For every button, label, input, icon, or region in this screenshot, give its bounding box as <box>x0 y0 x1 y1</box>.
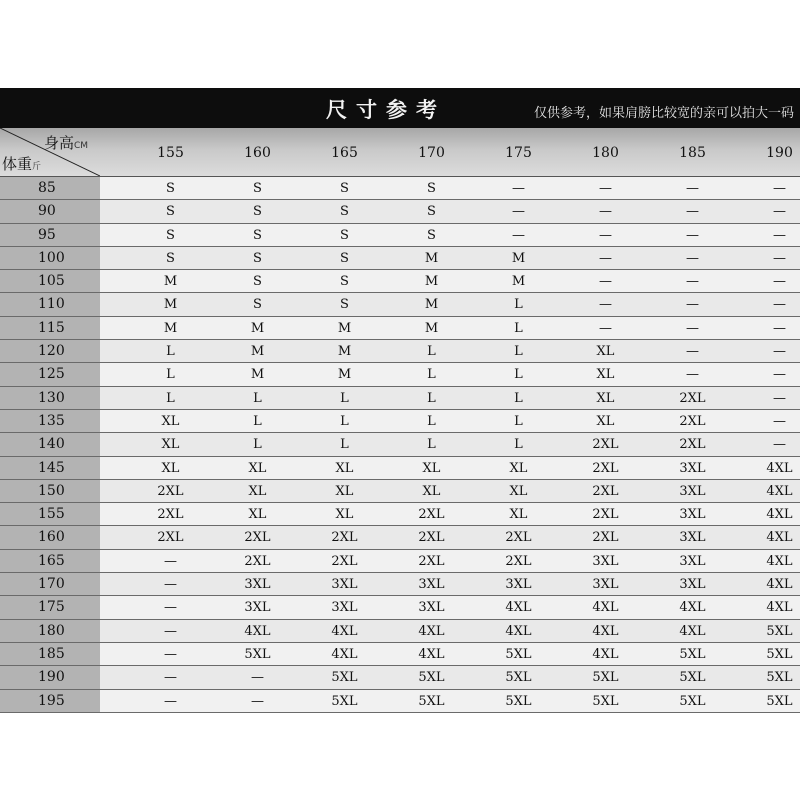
size-cell: XL <box>248 460 267 476</box>
size-cell: 3XL <box>592 577 619 593</box>
table-row <box>0 317 800 340</box>
size-cell: L <box>427 344 436 360</box>
size-cell: S <box>340 204 349 220</box>
size-cell: — <box>164 670 177 686</box>
size-cell: L <box>514 390 523 406</box>
size-cell: 4XL <box>505 623 532 639</box>
size-cell: 5XL <box>679 693 706 709</box>
weight-cell: 140 <box>0 433 100 455</box>
size-cell: 2XL <box>505 553 532 569</box>
size-cell: S <box>340 250 349 266</box>
height-col-header: 155 <box>157 145 184 161</box>
chart-title: 尺寸参考 <box>326 97 446 122</box>
size-cell: — <box>251 693 264 709</box>
size-cell: 5XL <box>766 646 793 662</box>
size-cell: 3XL <box>679 483 706 499</box>
size-cell: M <box>163 297 178 313</box>
size-cell: 4XL <box>679 600 706 616</box>
size-cell: 5XL <box>766 670 793 686</box>
weight-cell: 180 <box>0 620 100 642</box>
size-cell: 4XL <box>244 623 271 639</box>
size-cell: L <box>253 390 262 406</box>
height-col-header: 170 <box>418 145 445 161</box>
size-cell: — <box>773 344 786 360</box>
weight-cell: 155 <box>0 503 100 525</box>
size-cell: 3XL <box>679 530 706 546</box>
size-cell: — <box>599 320 612 336</box>
height-col-header: 175 <box>505 145 532 161</box>
size-cell: S <box>427 181 436 196</box>
size-cell: S <box>253 181 262 196</box>
size-cell: XL <box>509 507 528 523</box>
size-cell: L <box>427 413 436 429</box>
size-cell: XL <box>248 507 267 523</box>
size-cell: S <box>253 250 262 266</box>
size-cell: — <box>164 577 177 593</box>
size-cell: 2XL <box>157 530 184 546</box>
size-cell: — <box>686 297 699 313</box>
size-cell: L <box>514 367 523 383</box>
size-cell: — <box>599 204 612 220</box>
weight-cell: 95 <box>0 224 100 246</box>
size-cell: 5XL <box>679 670 706 686</box>
size-cell: — <box>773 227 786 243</box>
size-cell: XL <box>509 460 528 476</box>
size-cell: 5XL <box>766 693 793 709</box>
size-cell: 3XL <box>679 507 706 523</box>
size-cell: 5XL <box>679 646 706 662</box>
title-bar <box>0 88 800 128</box>
weight-cell: 105 <box>0 270 100 292</box>
weight-cell: 160 <box>0 526 100 548</box>
size-cell: — <box>773 274 786 290</box>
table-row <box>0 596 800 619</box>
size-cell: — <box>773 181 786 196</box>
size-cell: 3XL <box>592 553 619 569</box>
size-cell: 2XL <box>418 507 445 523</box>
table-row <box>0 387 800 410</box>
size-cell: — <box>686 250 699 266</box>
size-cell: 5XL <box>331 693 358 709</box>
size-cell: 5XL <box>592 670 619 686</box>
table-row <box>0 573 800 596</box>
size-cell: S <box>166 181 175 196</box>
size-cell: 4XL <box>331 623 358 639</box>
size-cell: S <box>253 204 262 220</box>
size-cell: L <box>253 413 262 429</box>
weight-cell: 190 <box>0 666 100 688</box>
size-cell: S <box>340 297 349 313</box>
size-cell: M <box>511 250 526 266</box>
size-cell: 2XL <box>592 460 619 476</box>
size-cell: 2XL <box>505 530 532 546</box>
size-cell: 3XL <box>331 577 358 593</box>
table-row <box>0 480 800 503</box>
size-cell: 3XL <box>244 600 271 616</box>
weight-cell: 115 <box>0 317 100 339</box>
size-cell: L <box>340 390 349 406</box>
size-cell: 2XL <box>679 390 706 406</box>
size-cell: XL <box>161 460 180 476</box>
size-cell: S <box>340 274 349 290</box>
size-cell: — <box>773 390 786 406</box>
size-cell: 4XL <box>679 623 706 639</box>
table-row <box>0 363 800 386</box>
size-cell: XL <box>161 413 180 429</box>
weight-cell: 85 <box>0 177 100 199</box>
size-cell: L <box>166 344 175 360</box>
height-col-header: 185 <box>679 145 706 161</box>
size-cell: — <box>773 297 786 313</box>
table-row <box>0 200 800 223</box>
size-cell: L <box>166 367 175 383</box>
size-cell: 4XL <box>766 483 793 499</box>
size-cell: M <box>163 274 178 290</box>
size-cell: M <box>337 344 352 360</box>
weight-cell: 110 <box>0 293 100 315</box>
size-cell: L <box>340 413 349 429</box>
size-cell: 3XL <box>244 577 271 593</box>
weight-cell: 170 <box>0 573 100 595</box>
size-cell: 3XL <box>505 577 532 593</box>
size-cell: — <box>773 413 786 429</box>
header-corner <box>0 128 100 176</box>
size-cell: S <box>427 204 436 220</box>
size-cell: XL <box>596 344 615 360</box>
size-cell: 2XL <box>679 437 706 453</box>
size-cell: 4XL <box>592 623 619 639</box>
size-cell: L <box>514 320 523 336</box>
size-cell: 5XL <box>505 670 532 686</box>
size-cell: M <box>424 274 439 290</box>
size-cell: 4XL <box>592 646 619 662</box>
chart-note: 仅供参考，如果肩膀比较宽的亲可以拍大一码 <box>533 106 794 121</box>
size-cell: M <box>424 320 439 336</box>
size-cell: 2XL <box>244 553 271 569</box>
size-cell: M <box>424 297 439 313</box>
height-col-header: 180 <box>592 145 619 161</box>
size-cell: XL <box>596 390 615 406</box>
height-label: 身高CM <box>44 134 89 152</box>
size-cell: S <box>340 227 349 243</box>
size-cell: 2XL <box>418 530 445 546</box>
weight-cell: 90 <box>0 200 100 222</box>
size-cell: 5XL <box>244 646 271 662</box>
size-cell: M <box>337 320 352 336</box>
size-cell: S <box>166 227 175 243</box>
weight-cell: 100 <box>0 247 100 269</box>
size-cell: S <box>253 297 262 313</box>
size-cell: M <box>163 320 178 336</box>
size-cell: XL <box>422 460 441 476</box>
size-cell: — <box>164 553 177 569</box>
size-cell: L <box>514 413 523 429</box>
size-cell: XL <box>335 507 354 523</box>
size-cell: — <box>251 670 264 686</box>
height-header-row <box>0 128 800 177</box>
size-cell: 4XL <box>766 600 793 616</box>
size-cell: XL <box>335 460 354 476</box>
size-cell: 4XL <box>766 507 793 523</box>
size-cell: M <box>250 367 265 383</box>
size-cell: 2XL <box>331 530 358 546</box>
size-table-body <box>0 177 800 713</box>
size-cell: 3XL <box>418 600 445 616</box>
size-cell: L <box>340 437 349 453</box>
size-cell: 2XL <box>157 483 184 499</box>
size-cell: S <box>253 227 262 243</box>
size-cell: 5XL <box>505 646 532 662</box>
size-cell: S <box>166 204 175 220</box>
size-cell: — <box>686 227 699 243</box>
size-cell: — <box>773 204 786 220</box>
size-cell: M <box>424 250 439 266</box>
table-row <box>0 643 800 666</box>
size-cell: XL <box>422 483 441 499</box>
size-cell: 2XL <box>157 507 184 523</box>
weight-cell: 120 <box>0 340 100 362</box>
size-cell: — <box>773 250 786 266</box>
size-cell: — <box>686 344 699 360</box>
size-cell: — <box>773 367 786 383</box>
size-cell: L <box>514 297 523 313</box>
size-cell: — <box>773 437 786 453</box>
table-row <box>0 503 800 526</box>
size-cell: 4XL <box>766 530 793 546</box>
size-cell: M <box>337 367 352 383</box>
size-cell: XL <box>596 367 615 383</box>
table-row <box>0 666 800 689</box>
table-row <box>0 526 800 549</box>
size-cell: — <box>686 181 699 196</box>
size-chart <box>0 88 800 713</box>
size-cell: — <box>164 623 177 639</box>
size-cell: 3XL <box>331 600 358 616</box>
size-cell: — <box>599 250 612 266</box>
size-cell: 3XL <box>418 577 445 593</box>
weight-cell: 150 <box>0 480 100 502</box>
weight-cell: 145 <box>0 457 100 479</box>
size-cell: L <box>427 367 436 383</box>
size-cell: 2XL <box>244 530 271 546</box>
size-cell: — <box>599 274 612 290</box>
table-row <box>0 410 800 433</box>
size-cell: 3XL <box>679 460 706 476</box>
size-cell: M <box>511 274 526 290</box>
size-cell: — <box>686 367 699 383</box>
size-cell: — <box>164 646 177 662</box>
table-row <box>0 433 800 456</box>
size-cell: 4XL <box>418 623 445 639</box>
table-row <box>0 177 800 200</box>
table-row <box>0 620 800 643</box>
size-cell: 4XL <box>592 600 619 616</box>
table-row <box>0 340 800 363</box>
size-cell: 4XL <box>766 553 793 569</box>
table-row <box>0 224 800 247</box>
size-cell: 5XL <box>766 623 793 639</box>
size-cell: 3XL <box>679 577 706 593</box>
size-cell: XL <box>248 483 267 499</box>
table-row <box>0 270 800 293</box>
size-cell: XL <box>335 483 354 499</box>
size-cell: L <box>253 437 262 453</box>
size-cell: XL <box>596 413 615 429</box>
weight-cell: 130 <box>0 387 100 409</box>
size-cell: 5XL <box>418 670 445 686</box>
size-cell: 5XL <box>592 693 619 709</box>
size-cell: 2XL <box>592 483 619 499</box>
size-cell: — <box>773 320 786 336</box>
size-cell: L <box>166 390 175 406</box>
weight-label: 体重斤 <box>2 155 42 173</box>
size-cell: M <box>250 320 265 336</box>
weight-cell: 135 <box>0 410 100 432</box>
size-cell: XL <box>509 483 528 499</box>
table-row <box>0 293 800 316</box>
size-cell: — <box>599 297 612 313</box>
size-cell: 3XL <box>679 553 706 569</box>
size-cell: — <box>599 227 612 243</box>
size-cell: 5XL <box>505 693 532 709</box>
size-cell: 2XL <box>592 530 619 546</box>
table-row <box>0 690 800 713</box>
size-cell: 5XL <box>331 670 358 686</box>
size-cell: 4XL <box>331 646 358 662</box>
size-cell: — <box>686 204 699 220</box>
size-cell: — <box>164 600 177 616</box>
weight-cell: 165 <box>0 550 100 572</box>
size-cell: 2XL <box>592 437 619 453</box>
size-cell: XL <box>161 437 180 453</box>
table-row <box>0 457 800 480</box>
height-col-header: 160 <box>244 145 271 161</box>
size-cell: — <box>512 181 525 196</box>
size-cell: — <box>599 181 612 196</box>
size-cell: — <box>686 274 699 290</box>
table-row <box>0 550 800 573</box>
size-cell: S <box>340 181 349 196</box>
size-cell: L <box>514 437 523 453</box>
height-col-header: 190 <box>766 145 793 161</box>
size-cell: L <box>427 437 436 453</box>
size-cell: 4XL <box>766 460 793 476</box>
weight-cell: 185 <box>0 643 100 665</box>
size-cell: L <box>514 344 523 360</box>
size-cell: 2XL <box>331 553 358 569</box>
size-cell: 2XL <box>592 507 619 523</box>
table-row <box>0 247 800 270</box>
size-cell: S <box>253 274 262 290</box>
size-cell: M <box>250 344 265 360</box>
size-cell: 4XL <box>766 577 793 593</box>
size-cell: S <box>427 227 436 243</box>
weight-cell: 195 <box>0 690 100 712</box>
size-cell: 4XL <box>418 646 445 662</box>
size-cell: S <box>166 250 175 266</box>
weight-cell: 175 <box>0 596 100 618</box>
size-cell: 5XL <box>418 693 445 709</box>
size-cell: 4XL <box>505 600 532 616</box>
weight-cell: 125 <box>0 363 100 385</box>
size-cell: — <box>164 693 177 709</box>
size-cell: — <box>512 227 525 243</box>
height-col-header: 165 <box>331 145 358 161</box>
size-cell: L <box>427 390 436 406</box>
size-cell: 2XL <box>679 413 706 429</box>
size-cell: 2XL <box>418 553 445 569</box>
size-cell: — <box>512 204 525 220</box>
size-cell: — <box>686 320 699 336</box>
